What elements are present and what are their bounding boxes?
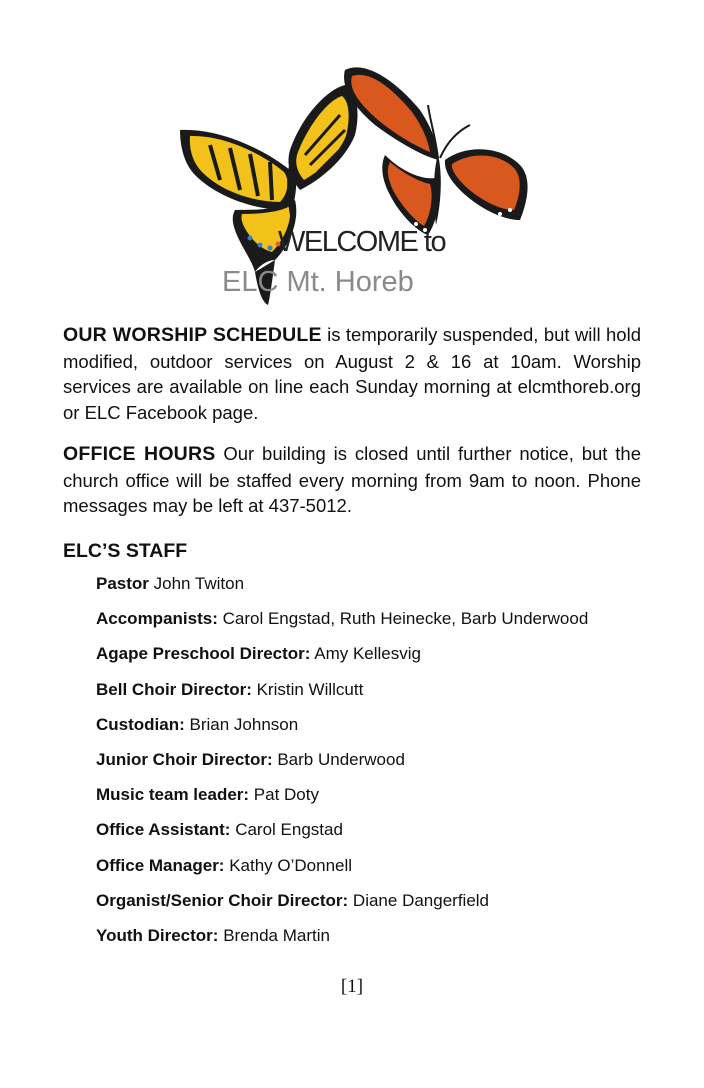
staff-item <box>96 924 656 959</box>
worship-schedule-text: is temporarily suspended, but will hold modified, outdoor services on August 2 & 16 at 10am. Worship services are available on line each Sunday morning at elcmthoreb.org or ELC Facebook page. <box>63 324 641 423</box>
staff-item <box>96 572 656 607</box>
staff-item <box>96 642 656 677</box>
staff-name: Pat Doty <box>249 785 319 805</box>
worship-schedule-heading: OUR WORSHIP SCHEDULE <box>63 324 322 346</box>
staff-name: Kristin Willcutt <box>251 679 364 699</box>
staff-role: Office Manager: <box>96 855 225 875</box>
staff-role: Youth Director: <box>96 925 219 945</box>
staff-name: Carol Engstad, Ruth Heinecke, Barb Underwood <box>217 609 589 629</box>
staff-role: Bell Choir Director: <box>96 679 252 699</box>
staff-name: Kathy O’Donnell <box>224 855 353 875</box>
staff-item <box>96 748 656 783</box>
page-number: [1] <box>340 976 364 997</box>
staff-name: Carol Engstad <box>230 820 343 840</box>
staff-item <box>96 889 656 924</box>
staff-name: Brian Johnson <box>184 714 299 734</box>
office-hours-text: Our building is closed until further notice, but the church office will be staffed every morning from 9am to noon. Phone messages may be left at 437-5012. <box>63 443 641 516</box>
office-hours-paragraph <box>63 441 641 519</box>
worship-schedule-paragraph <box>63 322 641 425</box>
staff-role: Pastor <box>96 574 149 593</box>
staff-name: John Twiton <box>148 574 245 593</box>
staff-name: Barb Underwood <box>272 749 405 769</box>
church-name: ELC Mt. Horeb <box>222 266 414 298</box>
staff-role: Office Assistant: <box>96 820 231 840</box>
staff-item <box>96 818 656 853</box>
staff-role: Agape Preschool Director: <box>96 644 311 664</box>
staff-item <box>96 678 656 713</box>
office-hours-heading: OFFICE HOURS <box>63 443 216 465</box>
staff-item <box>96 607 656 642</box>
staff-role: Accompanists: <box>96 609 218 629</box>
staff-item <box>96 783 656 818</box>
staff-role: Custodian: <box>96 714 185 734</box>
staff-name: Diane Dangerfield <box>348 890 490 910</box>
staff-name: Amy Kellesvig <box>310 644 421 664</box>
staff-list <box>96 572 656 959</box>
staff-item <box>96 713 656 748</box>
monarch-butterfly-icon <box>344 67 528 235</box>
staff-role: Music team leader: <box>96 785 250 805</box>
staff-item <box>96 854 656 889</box>
staff-role: Junior Choir Director: <box>96 749 273 769</box>
staff-heading: ELC’S STAFF <box>63 540 188 562</box>
welcome-title: WELCOME to <box>278 226 446 258</box>
staff-role: Organist/Senior Choir Director: <box>96 890 349 910</box>
staff-name: Brenda Martin <box>218 925 330 945</box>
